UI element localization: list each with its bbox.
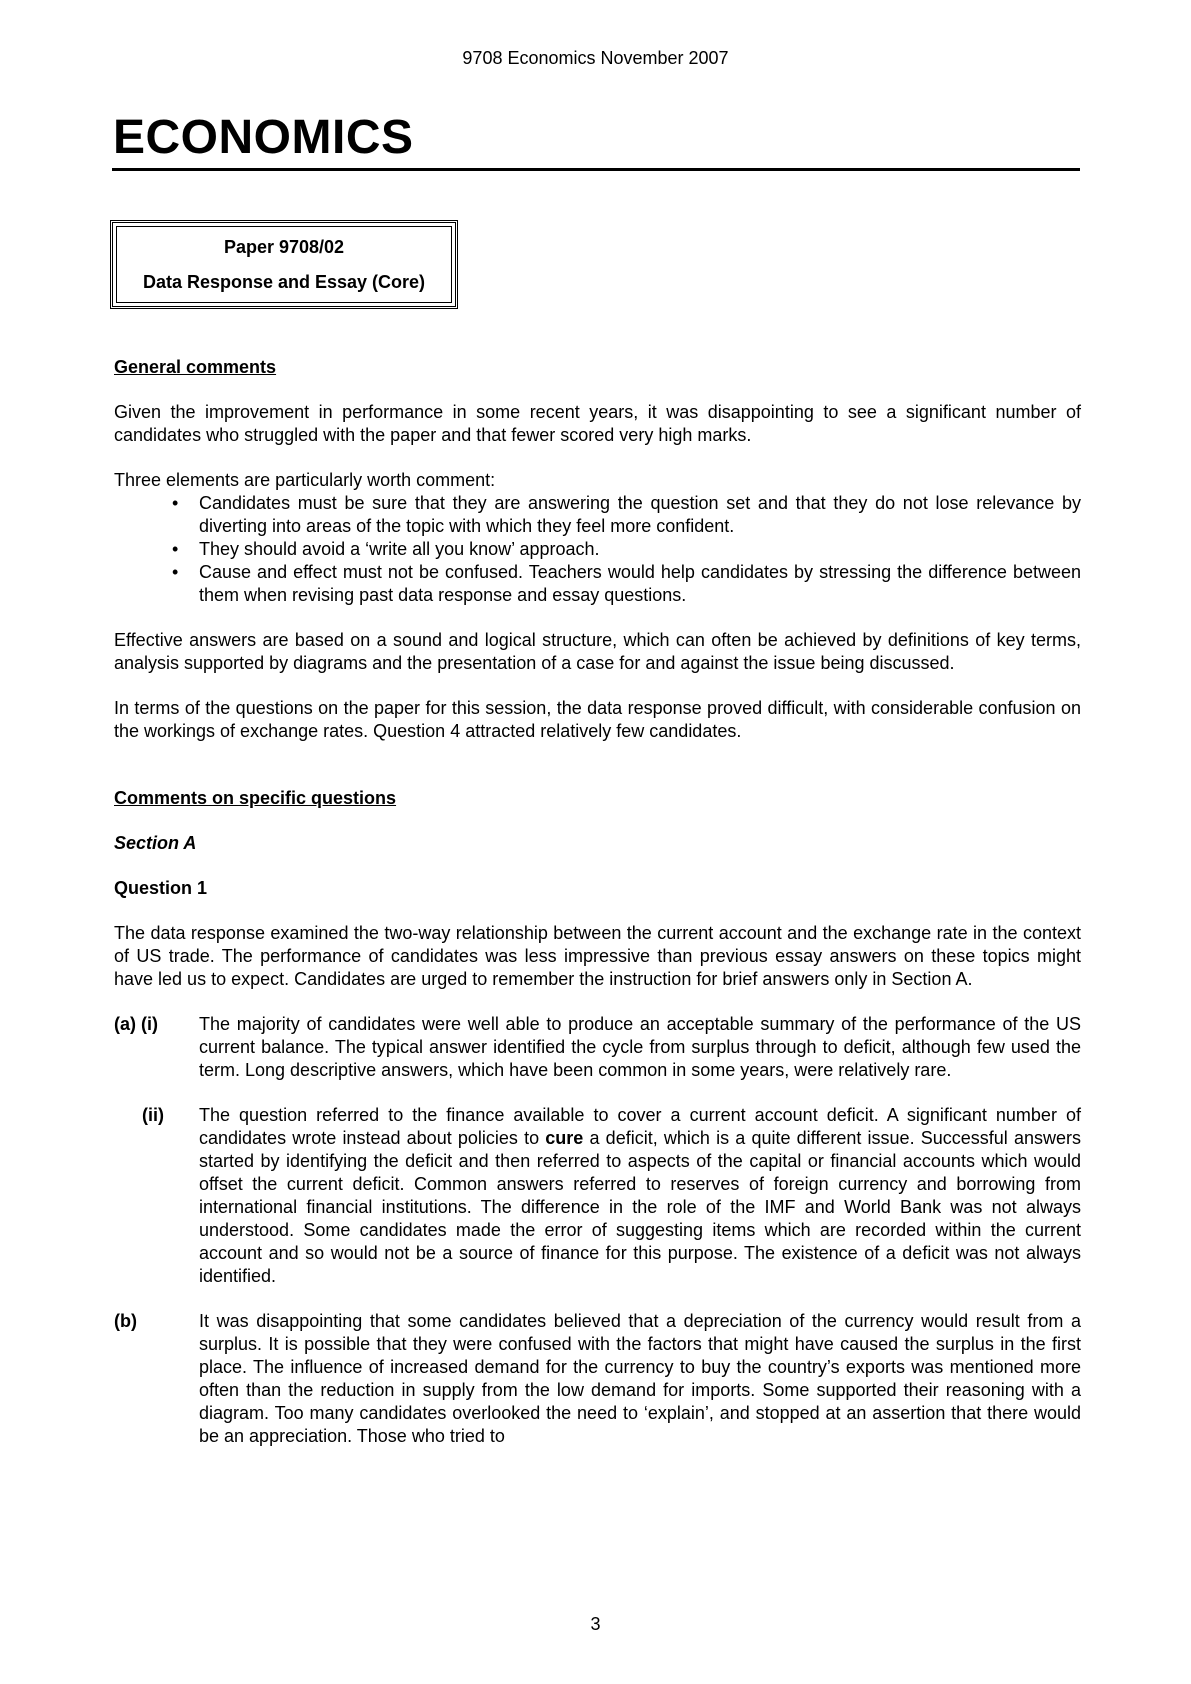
bullets-intro: Three elements are particularly worth comment: [114, 470, 496, 490]
answer-a-ii [114, 1104, 1081, 1288]
question-label: (ii) [142, 1105, 164, 1125]
specific-comments-heading: Comments on specific questions [114, 788, 397, 808]
answer-text-part: a deficit, which is a quite different issue. Successful answers started by identifying the deficit and then referred to aspects of the capital or financial accounts which would offset the current deficit. Common answers referred to reserves of foreign currency and borrowing from international financial institutions. The difference in the role of the IMF and World Bank was not always understood. Some candidates made the error of suggesting items which are recorded within the current account and so would not be a source of finance for this purpose. The existence of a deficit was not always identified. [199, 1128, 1081, 1286]
list-item: • Cause and effect must not be confused. Teachers would help candidates by stressing the difference between them when revising past data response and essay questions. [114, 561, 1081, 607]
paper-subtitle: Data Response and Essay (Core) [142, 272, 426, 292]
list-item: • They should avoid a ‘write all you know’ approach. [114, 538, 1081, 561]
question-label: (b) [114, 1311, 137, 1331]
general-comments-heading: General comments [114, 357, 277, 377]
title-divider [112, 168, 1080, 171]
paper-code: Paper 9708/02 [223, 237, 345, 257]
question-label: (a) (i) [114, 1014, 158, 1034]
report-body [114, 356, 1081, 1448]
answer-text-part: The question referred to the finance available to cover a current account deficit. A significant number of candidates wrote instead about policies to [199, 1105, 1081, 1148]
paper-info-box [110, 220, 458, 309]
general-paragraph-2: Effective answers are based on a sound and logical structure, which can often be achieved by definitions of key terms, analysis supported by diagrams and the presentation of a case for and against the issue being discussed. [114, 630, 1081, 673]
question-intro: The data response examined the two-way relationship between the current account and the exchange rate in the context of US trade. The performance of candidates was less impressive than previous essay answers on these topics might have led us to expect. Candidates are urged to remember the instruction for brief answers only in Section A. [114, 923, 1081, 989]
general-paragraph-1: Given the improvement in performance in some recent years, it was disappointing to see a significant number of candidates who struggled with the paper and that fewer scored very high marks. [114, 402, 1081, 445]
answer-b [114, 1310, 1081, 1448]
answer-text: The majority of candidates were well able to produce an acceptable summary of the performance of the US current balance. The typical answer identified the cycle from surplus through to deficit, although few used the term. Long descriptive answers, which have been common in some years, were relatively rare. [199, 1014, 1081, 1080]
running-head: 9708 Economics November 2007 [462, 48, 729, 68]
page-title: ECONOMICS [113, 111, 414, 164]
answer-a-i [114, 1013, 1081, 1082]
answer-text: It was disappointing that some candidates believed that a depreciation of the currency would result from a surplus. It is possible that they were confused with the factors that might have caused the surplus in the first place. The influence of increased demand for the currency to buy the country’s exports was mentioned more often than the reduction in supply from the low demand for imports. Some supported their reasoning with a diagram. Too many candidates overlooked the need to ‘explain’, and stopped at an assertion that there would be an appreciation. Those who tried to [199, 1311, 1081, 1446]
question-heading: Question 1 [114, 878, 208, 898]
page-number: 3 [590, 1614, 601, 1634]
section-heading: Section A [114, 833, 197, 853]
list-item: • Candidates must be sure that they are answering the question set and that they do not lose relevance by diverting into areas of the topic with which they feel more confident. [114, 492, 1081, 538]
general-paragraph-3: In terms of the questions on the paper for this session, the data response proved difficult, with considerable confusion on the workings of exchange rates. Question 4 attracted relatively few candidates. [114, 698, 1081, 741]
emphasis-word: cure [545, 1128, 584, 1148]
answer-text [199, 1104, 1081, 1288]
comment-list [114, 492, 1081, 607]
